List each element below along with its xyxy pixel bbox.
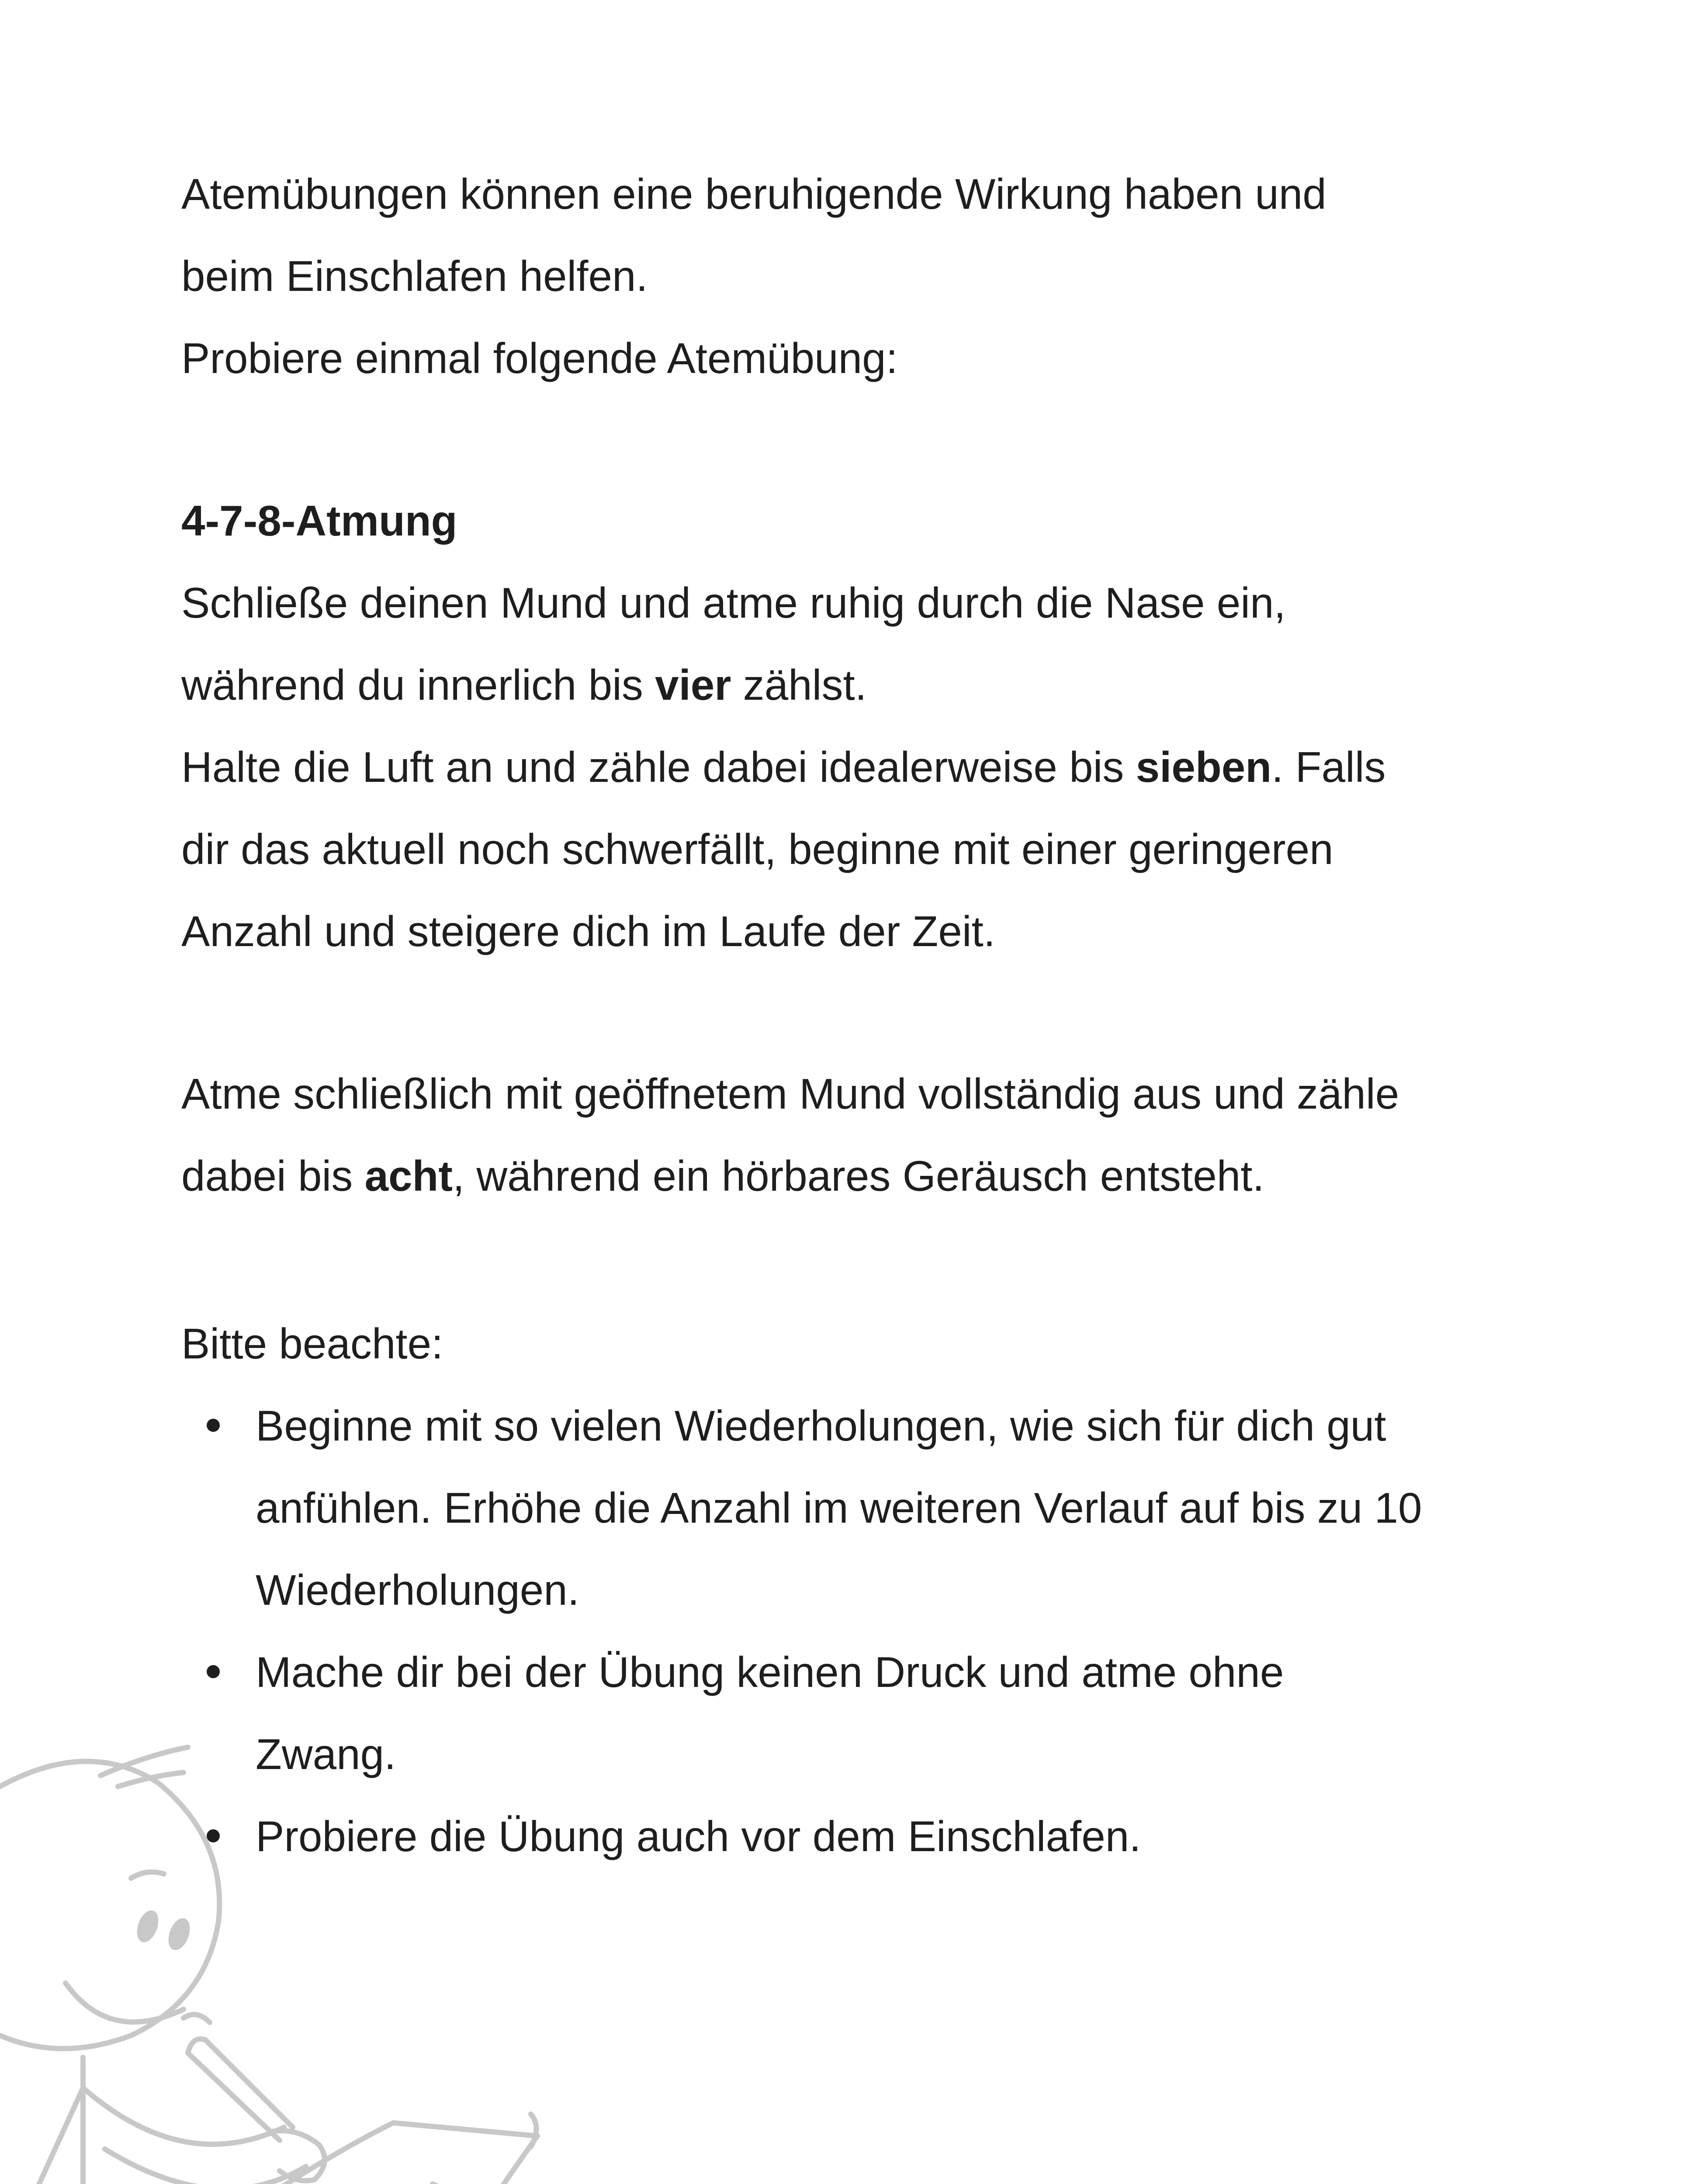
instruction-paragraph-3 [181, 1053, 1558, 1217]
p3-line-1: Atme schließlich mit geöffnetem Mund vollständig aus und zähle [181, 1070, 1399, 1118]
intro-paragraph [181, 153, 1558, 399]
bullet-icon [207, 1665, 220, 1678]
list-item-line: Wiederholungen. [256, 1566, 579, 1614]
list-item-line: anfühlen. Erhöhe die Anzahl im weiteren Verlauf auf bis zu 10 [256, 1484, 1422, 1532]
list-item-line: Beginne mit so vielen Wiederholungen, wie sich für dich gut [256, 1402, 1386, 1450]
p2-line-2: dir das aktuell noch schwerfällt, beginne mit einer geringeren [181, 825, 1333, 873]
intro-line-1: Atemübungen können eine beruhigende Wirkung haben und [181, 170, 1326, 218]
list-item-line: Probiere die Übung auch vor dem Einschlafen. [256, 1812, 1141, 1860]
p1-line-2-text: während du innerlich bis [181, 661, 655, 709]
list-item-line: Zwang. [256, 1730, 396, 1778]
intro-line-2: beim Einschlafen helfen. [181, 252, 648, 300]
p3-line-2 [181, 1135, 1558, 1217]
p2-line-3: Anzahl und steigere dich im Laufe der Zeit. [181, 907, 996, 955]
emphasis-sieben: sieben [1136, 743, 1272, 791]
p3-line-2-text: dabei bis [181, 1152, 365, 1200]
p3-line-2-tail: , während ein hörbares Geräusch entsteht. [453, 1152, 1264, 1200]
p2-line-1 [181, 726, 1558, 808]
p2-line-1-text: Halte die Luft an und zähle dabei idealerweise bis [181, 743, 1136, 791]
p2-line-1-tail: . Falls [1271, 743, 1386, 791]
notes-title: Bitte beachte: [181, 1320, 443, 1368]
emphasis-acht: acht [364, 1152, 453, 1200]
intro-line-3: Probiere einmal folgende Atemübung: [181, 334, 898, 382]
p1-line-2 [181, 644, 1558, 726]
list-item [181, 1385, 1558, 1631]
list-item-text [256, 1385, 1558, 1631]
stick-figure-writing-icon [0, 1695, 568, 2184]
p1-line-1: Schließe deinen Mund und atme ruhig durch die Nase ein, [181, 579, 1286, 627]
p1-line-2-tail: zählst. [731, 661, 867, 709]
instruction-paragraph-1 [181, 562, 1558, 972]
list-item-line: Mache dir bei der Übung keinen Druck und atme ohne [256, 1648, 1284, 1696]
bullet-icon [207, 1419, 220, 1432]
emphasis-vier: vier [655, 661, 731, 709]
section-heading: 4-7-8-Atmung [181, 497, 457, 545]
